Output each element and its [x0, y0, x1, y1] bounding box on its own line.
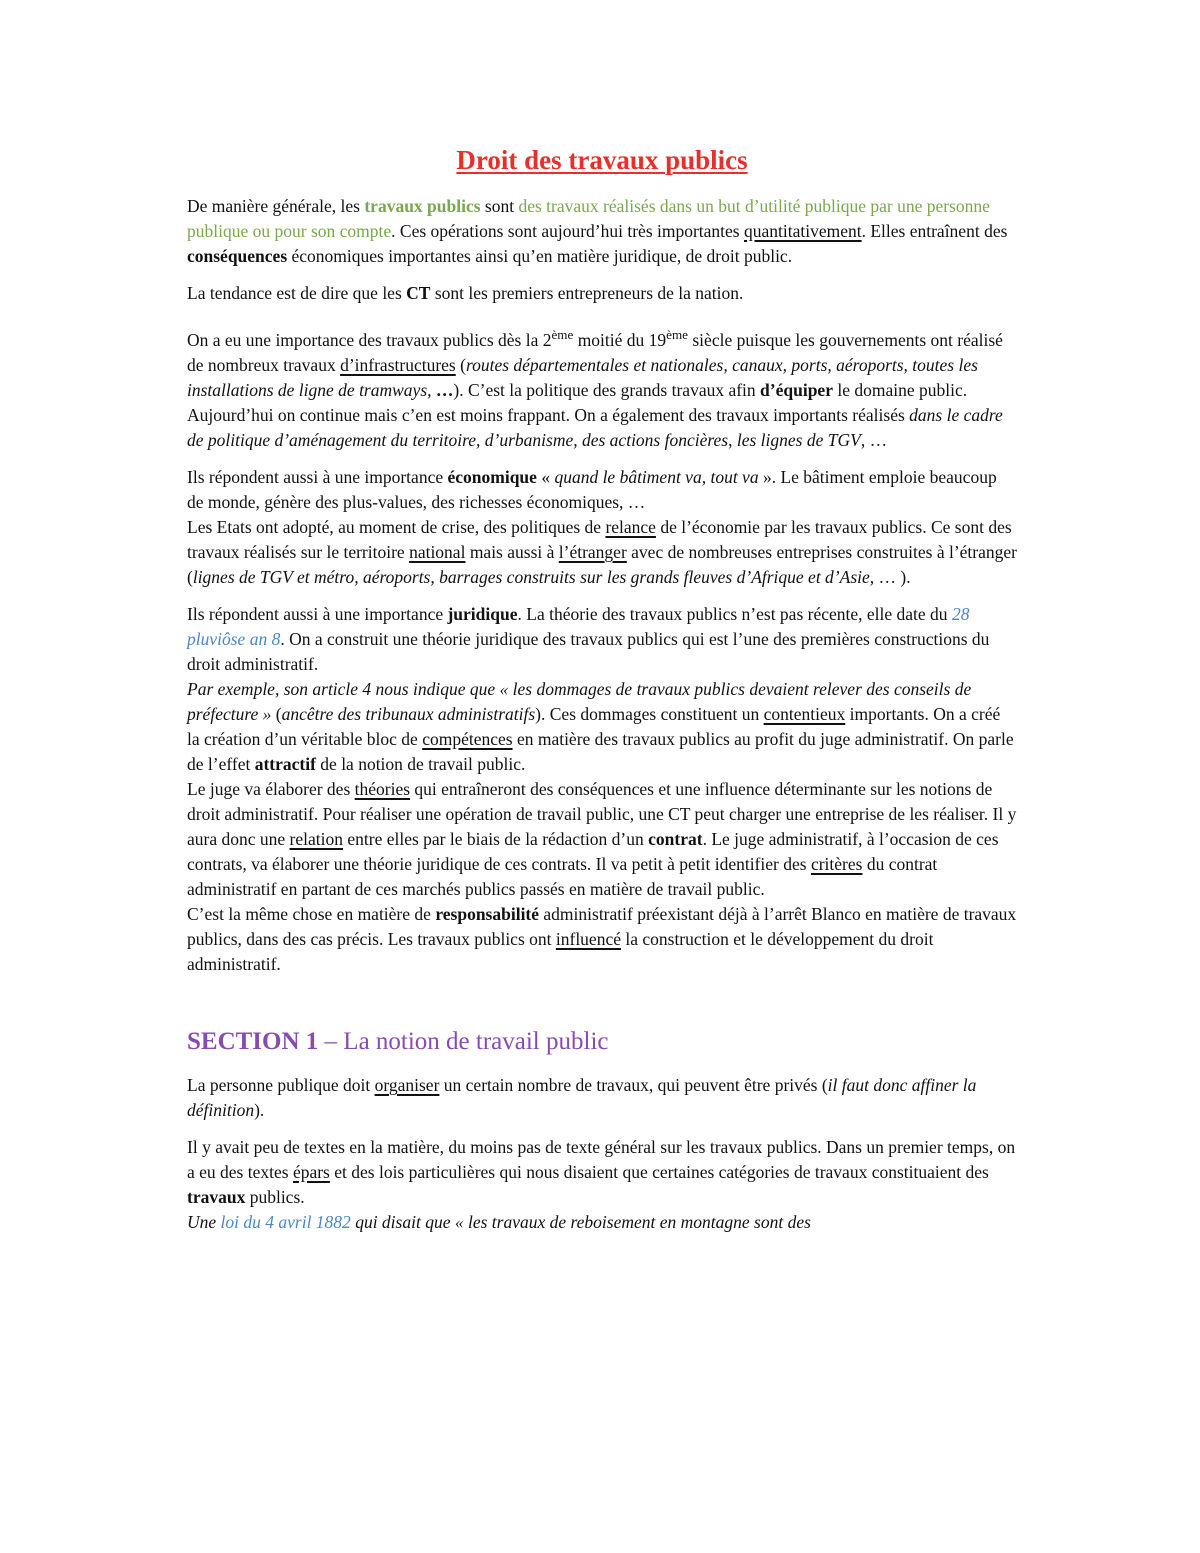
text-run: C’est la même chose en matière de	[187, 904, 436, 924]
text-run-bold: économique	[447, 467, 537, 487]
text-run-bold: travaux publics	[364, 196, 481, 216]
text-run-underlined: quantitativement	[744, 221, 862, 241]
text-run: du contrat administratif en partant de ces marchés publics passés en matière de travail public.	[187, 854, 938, 899]
text-run: (	[271, 704, 282, 724]
document-title: Droit des travaux publics	[456, 145, 748, 175]
text-run: de la notion de travail public.	[315, 754, 526, 774]
text-run-bold: attractif	[254, 754, 316, 774]
paragraph-responsabilite	[187, 902, 1017, 977]
paragraph-juridique	[187, 602, 1017, 677]
text-run-italic: ancêtre des tribunaux administratifs	[281, 704, 536, 724]
text-run-italic: routes départementales et nationales, canaux, ports, aéroports, toutes les installations de ligne de tramways,	[187, 355, 978, 400]
text-run-bold: conséquences	[187, 246, 288, 266]
text-run-underlined: théories	[354, 779, 411, 799]
text-run: siècle puisque les gouvernements ont réalisé de nombreux travaux	[187, 330, 1003, 375]
text-run-underlined: critères	[810, 854, 863, 874]
text-run: Ils répondent aussi à une importance	[187, 467, 448, 487]
text-run: ). C’est la politique des grands travaux afin	[453, 380, 761, 400]
paragraph-theories	[187, 777, 1017, 902]
text-run: un certain nombre de travaux, qui peuvent être privés (	[439, 1075, 828, 1095]
text-run-italic: Par exemple, son article 4 nous indique que « les dommages de travaux publics devaient relever des conseils de préfecture »	[187, 679, 972, 724]
document-page	[187, 140, 1017, 1235]
text-run-bold: …	[435, 380, 454, 400]
text-run: entre elles par le biais de la rédaction d’un	[342, 829, 649, 849]
text-run: sont les premiers entrepreneurs de la nation.	[430, 283, 744, 303]
paragraph-economique	[187, 465, 1017, 515]
text-run: On a eu une importance des travaux publics dès la 2	[187, 330, 552, 350]
paragraph-importance-history	[187, 328, 1017, 403]
text-run-italic: qui disait que « les travaux de reboisement en montagne sont des	[350, 1212, 811, 1232]
text-run: sont	[480, 196, 519, 216]
text-run: . On a construit une théorie juridique des travaux publics qui est l’une des premières constructions du droit administratif.	[187, 629, 990, 674]
text-run: publics.	[245, 1187, 305, 1207]
text-run: ). Ces dommages constituent un	[535, 704, 764, 724]
superscript: ème	[551, 327, 574, 343]
text-run-underlined: compétences	[422, 729, 513, 749]
text-run: importants. On a créé la création d’un véritable bloc de	[187, 704, 1001, 749]
text-run: mais aussi à	[465, 542, 559, 562]
text-run-italic: Une	[187, 1212, 221, 1232]
text-run-bold: contrat	[648, 829, 703, 849]
text-run-underlined: contentieux	[763, 704, 846, 724]
text-run: ». Le bâtiment emploie beaucoup de monde, génère des plus-values, des richesses économiques, …	[187, 467, 997, 512]
text-run: Le juge va élaborer des	[187, 779, 355, 799]
text-run: qui entraîneront des conséquences et une influence déterminante sur les notions de droit administratif. Pour réaliser une opération de travail public, une CT peut charger une entreprise de les réaliser. Il y aura donc une	[187, 779, 1017, 849]
paragraph-loi-1882	[187, 1210, 1017, 1235]
text-run-underlined: relation	[289, 829, 343, 849]
section-title-text: – La notion de travail public	[318, 1028, 609, 1055]
text-run-bold: CT	[406, 283, 431, 303]
paragraph-aujourdhui	[187, 403, 1017, 453]
text-run: «	[536, 467, 555, 487]
paragraph-personne-publique	[187, 1073, 1017, 1123]
text-run: . Elles entraînent des	[861, 221, 1008, 241]
text-run: , …	[860, 430, 888, 450]
text-run-underlined: organiser	[374, 1075, 440, 1095]
text-run: La tendance est de dire que les	[187, 283, 407, 303]
text-run-underlined: influencé	[555, 929, 621, 949]
text-run-bold: juridique	[447, 604, 518, 624]
superscript: ème	[666, 327, 688, 343]
text-run-italic: les lignes de TGV	[736, 430, 861, 450]
date-reference: 28 pluviôse an 8	[187, 604, 970, 649]
text-run-underlined: d’infrastructures	[340, 355, 456, 375]
text-run: et des lois particulières qui nous disaient que certaines catégories de travaux constituaient des	[329, 1162, 989, 1182]
text-run: De manière générale, les	[187, 196, 365, 216]
text-run-underlined: national	[409, 542, 466, 562]
paragraph-article-4	[187, 677, 1017, 777]
text-run: ).	[254, 1100, 265, 1120]
text-run: moitié du 19	[573, 330, 667, 350]
paragraph-intro	[187, 194, 1017, 269]
text-run-italic: lignes de TGV et métro, aéroports, barrages construits sur les grands fleuves d’Afrique et d’Asie	[192, 567, 870, 587]
text-run: en matière des travaux publics au profit du juge administratif. On parle de l’effet	[187, 729, 1014, 774]
text-run-italic: dans le cadre de politique d’aménagement du territoire, d’urbanisme, des actions foncières	[187, 405, 1003, 450]
text-run: . Le juge administratif, à l’occasion de ces contrats, va élaborer une théorie juridique de ces contrats. Il va petit à petit identifier des	[187, 829, 999, 874]
text-run-bold: travaux	[187, 1187, 246, 1207]
text-run: La personne publique doit	[187, 1075, 375, 1095]
paragraph-relance	[187, 515, 1017, 590]
text-run: . Ces opérations sont aujourd’hui très importantes	[391, 221, 744, 241]
text-run: Aujourd’hui on continue mais c’en est moins frappant. On a également des travaux importants réalisés	[187, 405, 910, 425]
text-run: de l’économie par les travaux publics. Ce sont des travaux réalisés sur le territoire	[187, 517, 1012, 562]
text-run: le domaine public.	[832, 380, 968, 400]
text-run-underlined: épars	[292, 1162, 330, 1182]
text-run-italic: il faut donc affiner la définition	[187, 1075, 977, 1120]
text-run: avec de nombreuses entreprises construites à l’étranger (	[187, 542, 1017, 587]
section-heading	[187, 1025, 1017, 1059]
law-reference: loi du 4 avril 1882	[220, 1212, 351, 1232]
quote-italic: quand le bâtiment va, tout va	[554, 467, 759, 487]
text-run: Il y avait peu de textes en la matière, du moins pas de texte général sur les travaux publics. Dans un premier temps, on a eu des textes	[187, 1137, 1016, 1182]
text-run: (	[455, 355, 466, 375]
text-run: , … ).	[869, 567, 911, 587]
text-run: . La théorie des travaux publics n’est pas récente, elle date du	[517, 604, 952, 624]
paragraph-textes	[187, 1135, 1017, 1210]
text-run-underlined: relance	[605, 517, 656, 537]
text-run-underlined: l’étranger	[558, 542, 627, 562]
text-run: économiques importantes ainsi qu’en matière juridique, de droit public.	[287, 246, 793, 266]
text-run: Ils répondent aussi à une importance	[187, 604, 448, 624]
text-run-bold: d’équiper	[760, 380, 833, 400]
text-run: administratif préexistant déjà à l’arrêt Blanco en matière de travaux publics, dans des cas précis. Les travaux publics ont	[187, 904, 1017, 949]
text-run: ,	[728, 430, 737, 450]
paragraph-tendance	[187, 281, 1017, 306]
text-run: la construction et le développement du droit administratif.	[187, 929, 934, 974]
text-run-bold: responsabilité	[435, 904, 540, 924]
definition-text: des travaux réalisés dans un but d’utilité publique par une personne publique ou pour son compte	[187, 196, 990, 241]
section-number: SECTION 1	[187, 1028, 319, 1055]
text-run: Les Etats ont adopté, au moment de crise, des politiques de	[187, 517, 606, 537]
